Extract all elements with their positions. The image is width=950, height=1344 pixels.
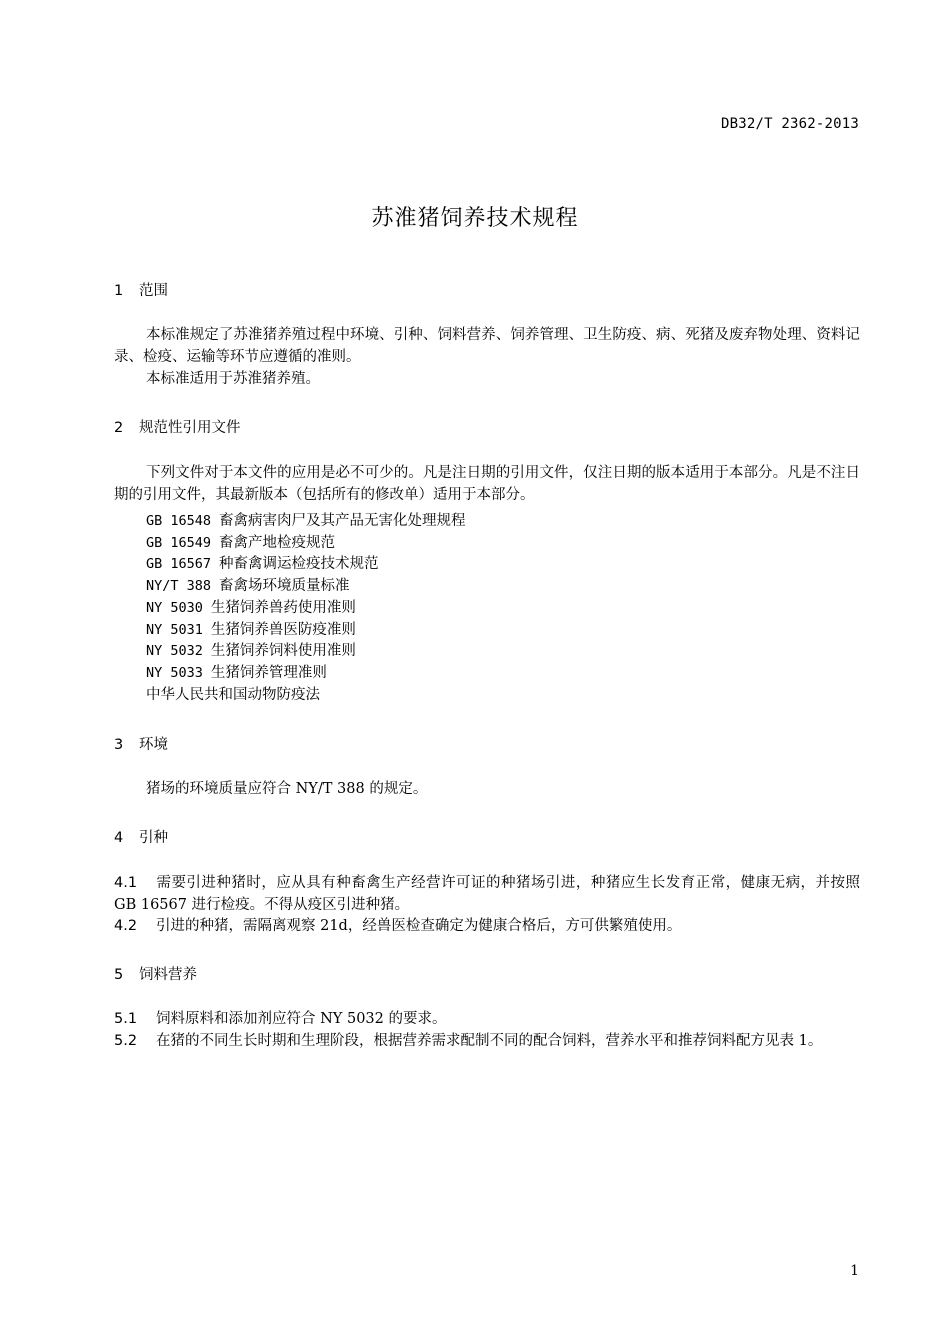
reference-code: GB 16548: [146, 513, 212, 529]
references-intro-paragraph: 下列文件对于本文件的应用是必不可少的。凡是注日期的引用文件，仅注日期的版本适用于本部分。凡是不注日期的引用文件，其最新版本（包括所有的修改单）适用于本部分。: [114, 465, 860, 503]
section-title: 范围: [139, 283, 168, 299]
scope-paragraph-1: 本标准规定了苏淮猪养殖过程中环境、引种、饲料营养、饲养管理、卫生防疫、病、死猪及废弃物处理、资料记录、检疫、运输等环节应遵循的准则。: [114, 327, 860, 365]
reference-code: GB 16549: [146, 534, 212, 551]
section-heading-environment: [114, 733, 168, 754]
clause-number: 4.2: [114, 918, 138, 934]
reference-code: NY 5030: [146, 599, 203, 616]
reference-name: 畜禽场环境质量标准: [219, 578, 350, 595]
reference-item: [146, 576, 466, 598]
clause-text: 在猪的不同生长时期和生理阶段，根据营养需求配制不同的配合饲料，营养水平和推荐饲料配方见表 1。: [156, 1033, 823, 1049]
reference-item: [146, 620, 466, 642]
reference-item: [146, 663, 466, 685]
clause-text: 饲料原料和添加剂应符合 NY 5032 的要求。: [156, 1011, 447, 1027]
reference-name: 生猪饲养兽医防疫准则: [210, 621, 356, 638]
page-number: 1: [850, 1263, 859, 1279]
reference-name: 畜禽病害肉尸及其产品无害化处理规程: [219, 513, 466, 529]
section-number: 1: [114, 283, 124, 299]
clause-text: 需要引进种猪时，应从具有种畜禽生产经营许可证的种猪场引进，种猪应生长发育正常，健康无病，并按照 GB 16567 进行检疫。不得从疫区引进种猪。: [114, 875, 860, 913]
reference-list: [146, 511, 466, 706]
clause-5-2: [114, 1030, 860, 1052]
reference-item: [146, 641, 466, 663]
section-heading-scope: [114, 279, 168, 300]
document-title: 苏淮猪饲养技术规程: [371, 206, 579, 231]
reference-code: GB 16567: [146, 556, 212, 573]
section-title: 引种: [139, 830, 168, 846]
reference-item: [146, 533, 466, 555]
reference-code: NY 5031: [146, 621, 203, 638]
reference-item: [146, 511, 466, 533]
section-title: 规范性引用文件: [139, 420, 241, 436]
environment-paragraph: 猪场的环境质量应符合 NY/T 388 的规定。: [146, 781, 428, 797]
clause-number: 5.2: [114, 1033, 138, 1049]
reference-code: NY/T 388: [146, 578, 212, 595]
reference-name: 种畜禽调运检疫技术规范: [219, 556, 379, 573]
section-number: 3: [114, 737, 124, 753]
clause-text: 引进的种猪，需隔离观察 21d，经兽医检查确定为健康合格后，方可供繁殖使用。: [156, 918, 682, 934]
section-heading-feed-nutrition: [114, 963, 197, 984]
reference-code: NY 5033: [146, 664, 203, 681]
section-title: 饲料营养: [139, 967, 197, 983]
section-number: 5: [114, 967, 124, 983]
reference-name: 生猪饲养管理准则: [210, 664, 327, 681]
document-code: DB32/T 2362-2013: [720, 116, 859, 132]
reference-name: 畜禽产地检疫规范: [219, 534, 336, 551]
section-heading-introduction: [114, 826, 168, 847]
reference-item: [146, 554, 466, 576]
reference-law: 中华人民共和国动物防疫法: [146, 686, 320, 703]
reference-name: 生猪饲养饲料使用准则: [210, 643, 356, 660]
reference-name: 生猪饲养兽药使用准则: [210, 599, 356, 616]
clause-4-1: [114, 872, 860, 916]
reference-code: NY 5032: [146, 643, 203, 660]
clause-4-2: [114, 915, 860, 937]
section-number: 4: [114, 830, 124, 846]
clause-number: 5.1: [114, 1011, 138, 1027]
section-title: 环境: [139, 737, 168, 753]
clause-5-1: [114, 1008, 860, 1030]
reference-item: [146, 598, 466, 620]
section-number: 2: [114, 420, 124, 436]
section-heading-normative-references: [114, 416, 241, 437]
scope-paragraph-2: 本标准适用于苏淮猪养殖。: [146, 371, 320, 387]
clause-number: 4.1: [114, 875, 138, 891]
